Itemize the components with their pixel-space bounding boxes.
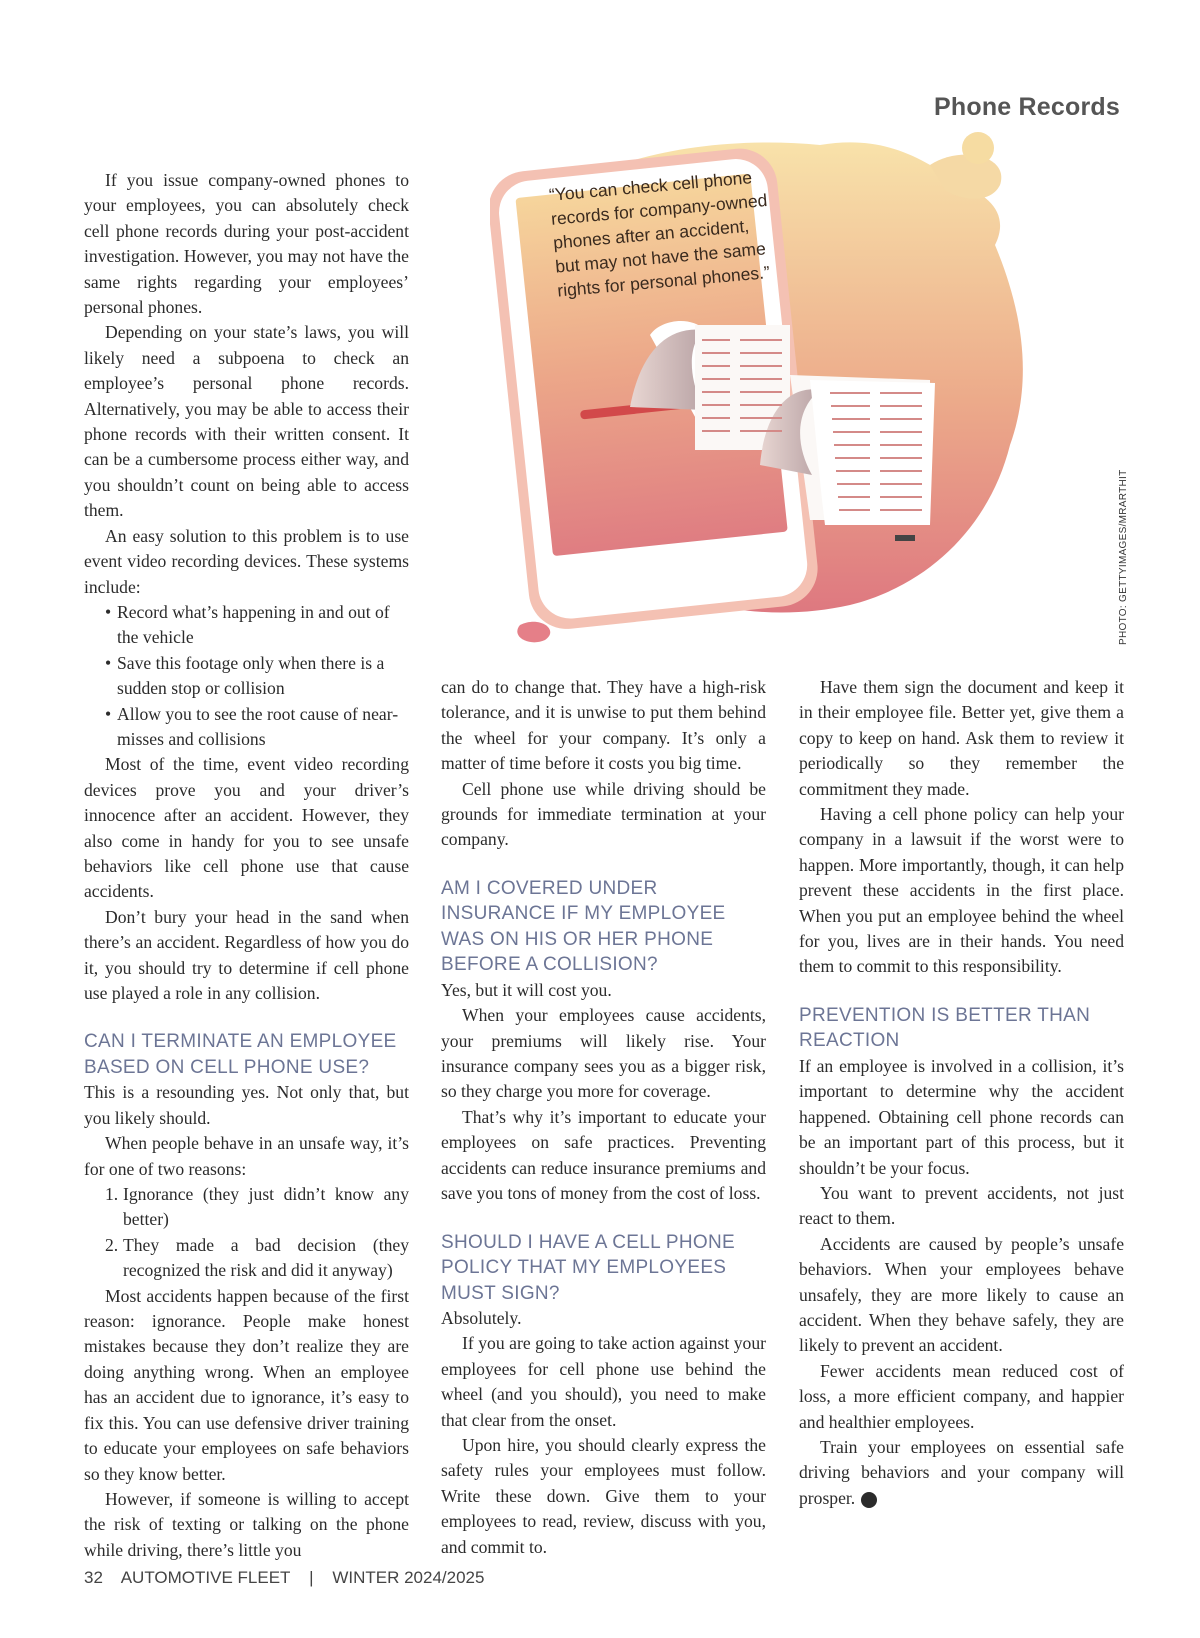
paragraph: If you are going to take action against your employees for cell phone use behind the wheel (and you should), you need to make that clear from the onset. <box>441 1333 766 1430</box>
paragraph: Depending on your state’s laws, you will likely need a subpoena to check an employee’s personal phone records. Alternatively, you may be able to access their phone records with their written consent. It can be a cumbersome process either way, and you shouldn’t count on being able to access them. <box>84 322 409 521</box>
bullet-list <box>84 600 409 752</box>
subheading: SHOULD I HAVE A CELL PHONE POLICY THAT MY EMPLOYEES MUST SIGN? <box>441 1231 735 1304</box>
paragraph: However, if someone is willing to accept the risk of texting or talking on the phone while driving, there’s little you <box>84 1488 409 1560</box>
pull-quote: “You can check cell phone records for company-owned phones after an accident, but may not have the same rights for personal phones.” <box>548 167 771 301</box>
list-item: 1. Ignorance (they just didn’t know any better) <box>105 1184 409 1230</box>
paragraph: Having a cell phone policy can help your company in a lawsuit if the worst were to happen. More importantly, though, it can help prevent these accidents in the first place. When you put an employee behind the wheel for you, lives are in their hands. You need them to commit to this responsibility. <box>799 804 1124 977</box>
footer-separator: | <box>309 1568 314 1587</box>
paragraph: When your employees cause accidents, your premiums will likely rise. Your insurance company sees you as a bigger risk, so they charge you more for coverage. <box>441 1005 766 1102</box>
list-item: 2. They made a bad decision (they recognized the risk and did it anyway) <box>105 1234 409 1281</box>
subheading: PREVENTION IS BETTER THAN REACTION <box>799 1004 1091 1052</box>
paragraph: An easy solution to this problem is to use event video recording devices. These systems include: <box>84 525 409 597</box>
paragraph: Accidents are caused by people’s unsafe behaviors. When your employees behave unsafely, they are more likely to cause an accident. When they behave safely, they are likely to prevent an accident. <box>799 1233 1124 1356</box>
column-2 <box>441 675 766 1560</box>
numbered-list <box>84 1182 409 1284</box>
paragraph: Upon hire, you should clearly express the safety rules your employees must follow. Write these down. Give them to your employees to read, review, discuss with you, and commit to. <box>441 1435 766 1557</box>
page-footer <box>84 1568 498 1588</box>
paragraph: can do to change that. They have a high-risk tolerance, and it is unwise to put them behind the wheel for your company. It’s only a matter of time before it costs you big time. <box>441 677 766 774</box>
paragraph: Yes, but it will cost you. <box>441 979 612 1000</box>
page-number: 32 <box>84 1568 103 1587</box>
list-item: • Allow you to see the root cause of near-misses and collisions <box>105 702 409 753</box>
paragraph: Most of the time, event video recording devices prove you and your driver’s innocence after an accident. However, they also come in handy for you to see unsafe behaviors like cell phone use that cause accidents. <box>84 754 409 902</box>
paragraph: If an employee is involved in a collision, it’s important to determine why the accident happened. Obtaining cell phone records can be an important part of this process, but it shouldn’t be your focus. <box>799 1055 1124 1178</box>
paragraph: This is a resounding yes. Not only that, but you likely should. <box>84 1082 409 1128</box>
list-item: • Record what’s happening in and out of the vehicle <box>105 600 409 651</box>
paragraph: That’s why it’s important to educate your employees on safe practices. Preventing accidents can reduce insurance premiums and save you tons of money from the cost of loss. <box>441 1106 766 1204</box>
photo-credit: PHOTO: GETTYIMAGES/MRARTHIT <box>1118 469 1129 645</box>
column-3 <box>799 675 1124 1511</box>
paragraph: Absolutely. <box>441 1308 522 1328</box>
column-1 <box>84 168 409 1563</box>
paragraph: Cell phone use while driving should be grounds for immediate termination at your company. <box>441 778 766 850</box>
paragraph: If you issue company-owned phones to your employees, you can absolutely check cell phone records during your post-accident investigation. However, you may not have the same rights regarding your employees’ personal phones. <box>84 170 409 318</box>
issue-date: WINTER 2024/2025 <box>332 1568 485 1587</box>
paragraph: Fewer accidents mean reduced cost of loss, a more efficient company, and happier and healthier employees. <box>799 1360 1124 1432</box>
subheading: AM I COVERED UNDER INSURANCE IF MY EMPLOYEE WAS ON HIS OR HER PHONE BEFORE A COLLISION? <box>441 877 726 976</box>
bubble <box>962 132 994 164</box>
publication-name: AUTOMOTIVE FLEET <box>120 1568 291 1587</box>
paragraph: Have them sign the document and keep it in their employee file. Better yet, give them a copy to keep on hand. Ask them to review it periodically so they remember the commitment they made. <box>799 677 1124 799</box>
paragraph: When people behave in an unsafe way, it’s for one of two reasons: <box>84 1133 409 1179</box>
paragraph: Train your employees on essential safe driving behaviors and your company will prosper. AF <box>799 1436 1124 1508</box>
paragraph: Most accidents happen because of the first reason: ignorance. People make honest mistakes because they don’t realize they are doing anything wrong. When an employee has an accident due to ignorance, it’s easy to fix this. You can use defensive driver training to educate your employees on safe behaviors so they know better. <box>84 1285 409 1484</box>
paragraph: Don’t bury your head in the sand when there’s an accident. Regardless of how you do it, you should try to determine if cell phone use played a role in any collision. <box>84 906 409 1003</box>
paragraph: You want to prevent accidents, not just react to them. <box>799 1182 1124 1229</box>
subheading: CAN I TERMINATE AN EMPLOYEE BASED ON CELL PHONE USE? <box>84 1031 397 1078</box>
section-title: Phone Records <box>934 93 1120 121</box>
end-mark-icon: AF <box>861 1492 877 1508</box>
list-item: • Save this footage only when there is a sudden stop or collision <box>105 651 409 702</box>
